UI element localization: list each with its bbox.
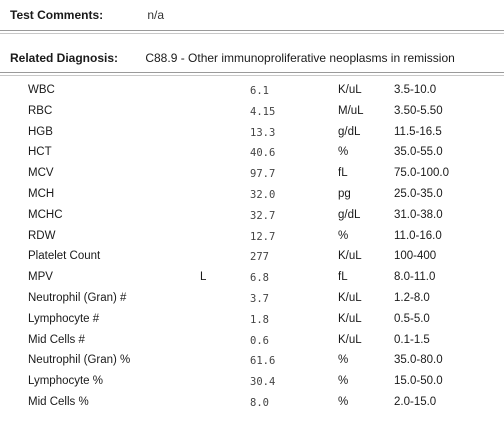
- test-name: MCV: [28, 167, 54, 180]
- result-value: 30.4: [250, 376, 276, 389]
- result-value: 40.6: [250, 147, 276, 160]
- test-name: HCT: [28, 146, 52, 159]
- reference-range: 75.0-100.0: [394, 167, 449, 180]
- reference-range: 15.0-50.0: [394, 375, 443, 388]
- result-unit: %: [338, 229, 349, 242]
- result-value: 0.6: [250, 334, 269, 347]
- table-row: [0, 352, 504, 373]
- test-comments-label: Test Comments:: [10, 8, 104, 22]
- reference-range: 11.0-16.0: [394, 229, 442, 242]
- test-name: Neutrophil (Gran) #: [28, 291, 127, 304]
- result-value: 1.8: [250, 313, 269, 326]
- test-name: HGB: [28, 125, 53, 138]
- result-unit: %: [338, 395, 349, 408]
- result-value: 277: [250, 251, 269, 264]
- table-row: [0, 165, 504, 186]
- reference-range: 35.0-55.0: [394, 146, 443, 159]
- test-name: Mid Cells #: [28, 333, 85, 346]
- reference-range: 25.0-35.0: [394, 187, 443, 200]
- result-unit: g/dL: [338, 208, 361, 221]
- result-unit: K/uL: [338, 312, 362, 325]
- result-value: 12.7: [250, 230, 276, 243]
- table-row: [0, 269, 504, 290]
- reference-range: 35.0-80.0: [394, 354, 443, 367]
- result-value: 6.1: [250, 85, 269, 97]
- table-row: [0, 144, 504, 165]
- test-comments-value: n/a: [147, 8, 165, 22]
- test-name: RBC: [28, 104, 53, 117]
- result-unit: g/dL: [338, 125, 361, 138]
- result-value: 3.7: [250, 292, 269, 305]
- table-row: [0, 82, 504, 103]
- test-name: MCHC: [28, 208, 63, 221]
- reference-range: 3.50-5.50: [394, 104, 443, 117]
- results-table: [0, 82, 504, 415]
- result-unit: K/uL: [338, 333, 362, 346]
- result-value: 61.6: [250, 355, 276, 368]
- reference-range: 1.2-8.0: [394, 291, 430, 304]
- reference-range: 100-400: [394, 250, 437, 263]
- divider: [0, 33, 504, 34]
- test-name: RDW: [28, 229, 56, 242]
- result-unit: M/uL: [338, 104, 364, 117]
- result-unit: fL: [338, 167, 348, 180]
- reference-range: 3.5-10.0: [394, 84, 437, 96]
- test-name: Lymphocyte %: [28, 375, 103, 388]
- result-value: 4.15: [250, 105, 276, 118]
- result-unit: %: [338, 375, 349, 388]
- table-row: [0, 228, 504, 249]
- related-diagnosis-value: C88.9 - Other immunoproliferative neoplasms in remission: [145, 51, 455, 65]
- result-unit: pg: [338, 187, 351, 200]
- result-unit: %: [338, 146, 349, 159]
- test-name: MCH: [28, 187, 55, 200]
- result-value: 32.0: [250, 188, 276, 201]
- test-name: MPV: [28, 271, 53, 284]
- result-unit: K/uL: [338, 84, 362, 96]
- test-name: WBC: [28, 84, 55, 96]
- table-row: [0, 290, 504, 311]
- result-value: 6.8: [250, 272, 269, 285]
- divider: [0, 30, 504, 31]
- divider: [0, 72, 504, 73]
- result-unit: K/uL: [338, 250, 362, 263]
- reference-range: 0.1-1.5: [394, 333, 430, 346]
- abnormal-flag: L: [200, 271, 207, 284]
- result-value: 32.7: [250, 209, 276, 222]
- test-name: Platelet Count: [28, 250, 101, 263]
- table-row: [0, 186, 504, 207]
- reference-range: 8.0-11.0: [394, 271, 436, 284]
- test-name: Mid Cells %: [28, 395, 89, 408]
- related-diagnosis-row: [10, 51, 455, 65]
- table-row: [0, 103, 504, 124]
- test-comments-row: [10, 8, 164, 22]
- table-row: [0, 124, 504, 145]
- reference-range: 11.5-16.5: [394, 125, 442, 138]
- test-name: Neutrophil (Gran) %: [28, 354, 131, 367]
- table-row: [0, 248, 504, 269]
- table-row: [0, 332, 504, 353]
- test-name: Lymphocyte #: [28, 312, 100, 325]
- table-row: [0, 207, 504, 228]
- table-row: [0, 373, 504, 394]
- result-value: 8.0: [250, 396, 269, 409]
- result-value: 97.7: [250, 168, 276, 181]
- related-diagnosis-label: Related Diagnosis:: [10, 51, 119, 65]
- result-unit: %: [338, 354, 349, 367]
- reference-range: 2.0-15.0: [394, 395, 437, 408]
- divider: [0, 75, 504, 76]
- result-value: 13.3: [250, 126, 276, 139]
- table-row: [0, 394, 504, 415]
- result-unit: fL: [338, 271, 348, 284]
- table-row: [0, 311, 504, 332]
- reference-range: 0.5-5.0: [394, 312, 430, 325]
- reference-range: 31.0-38.0: [394, 208, 443, 221]
- result-unit: K/uL: [338, 291, 362, 304]
